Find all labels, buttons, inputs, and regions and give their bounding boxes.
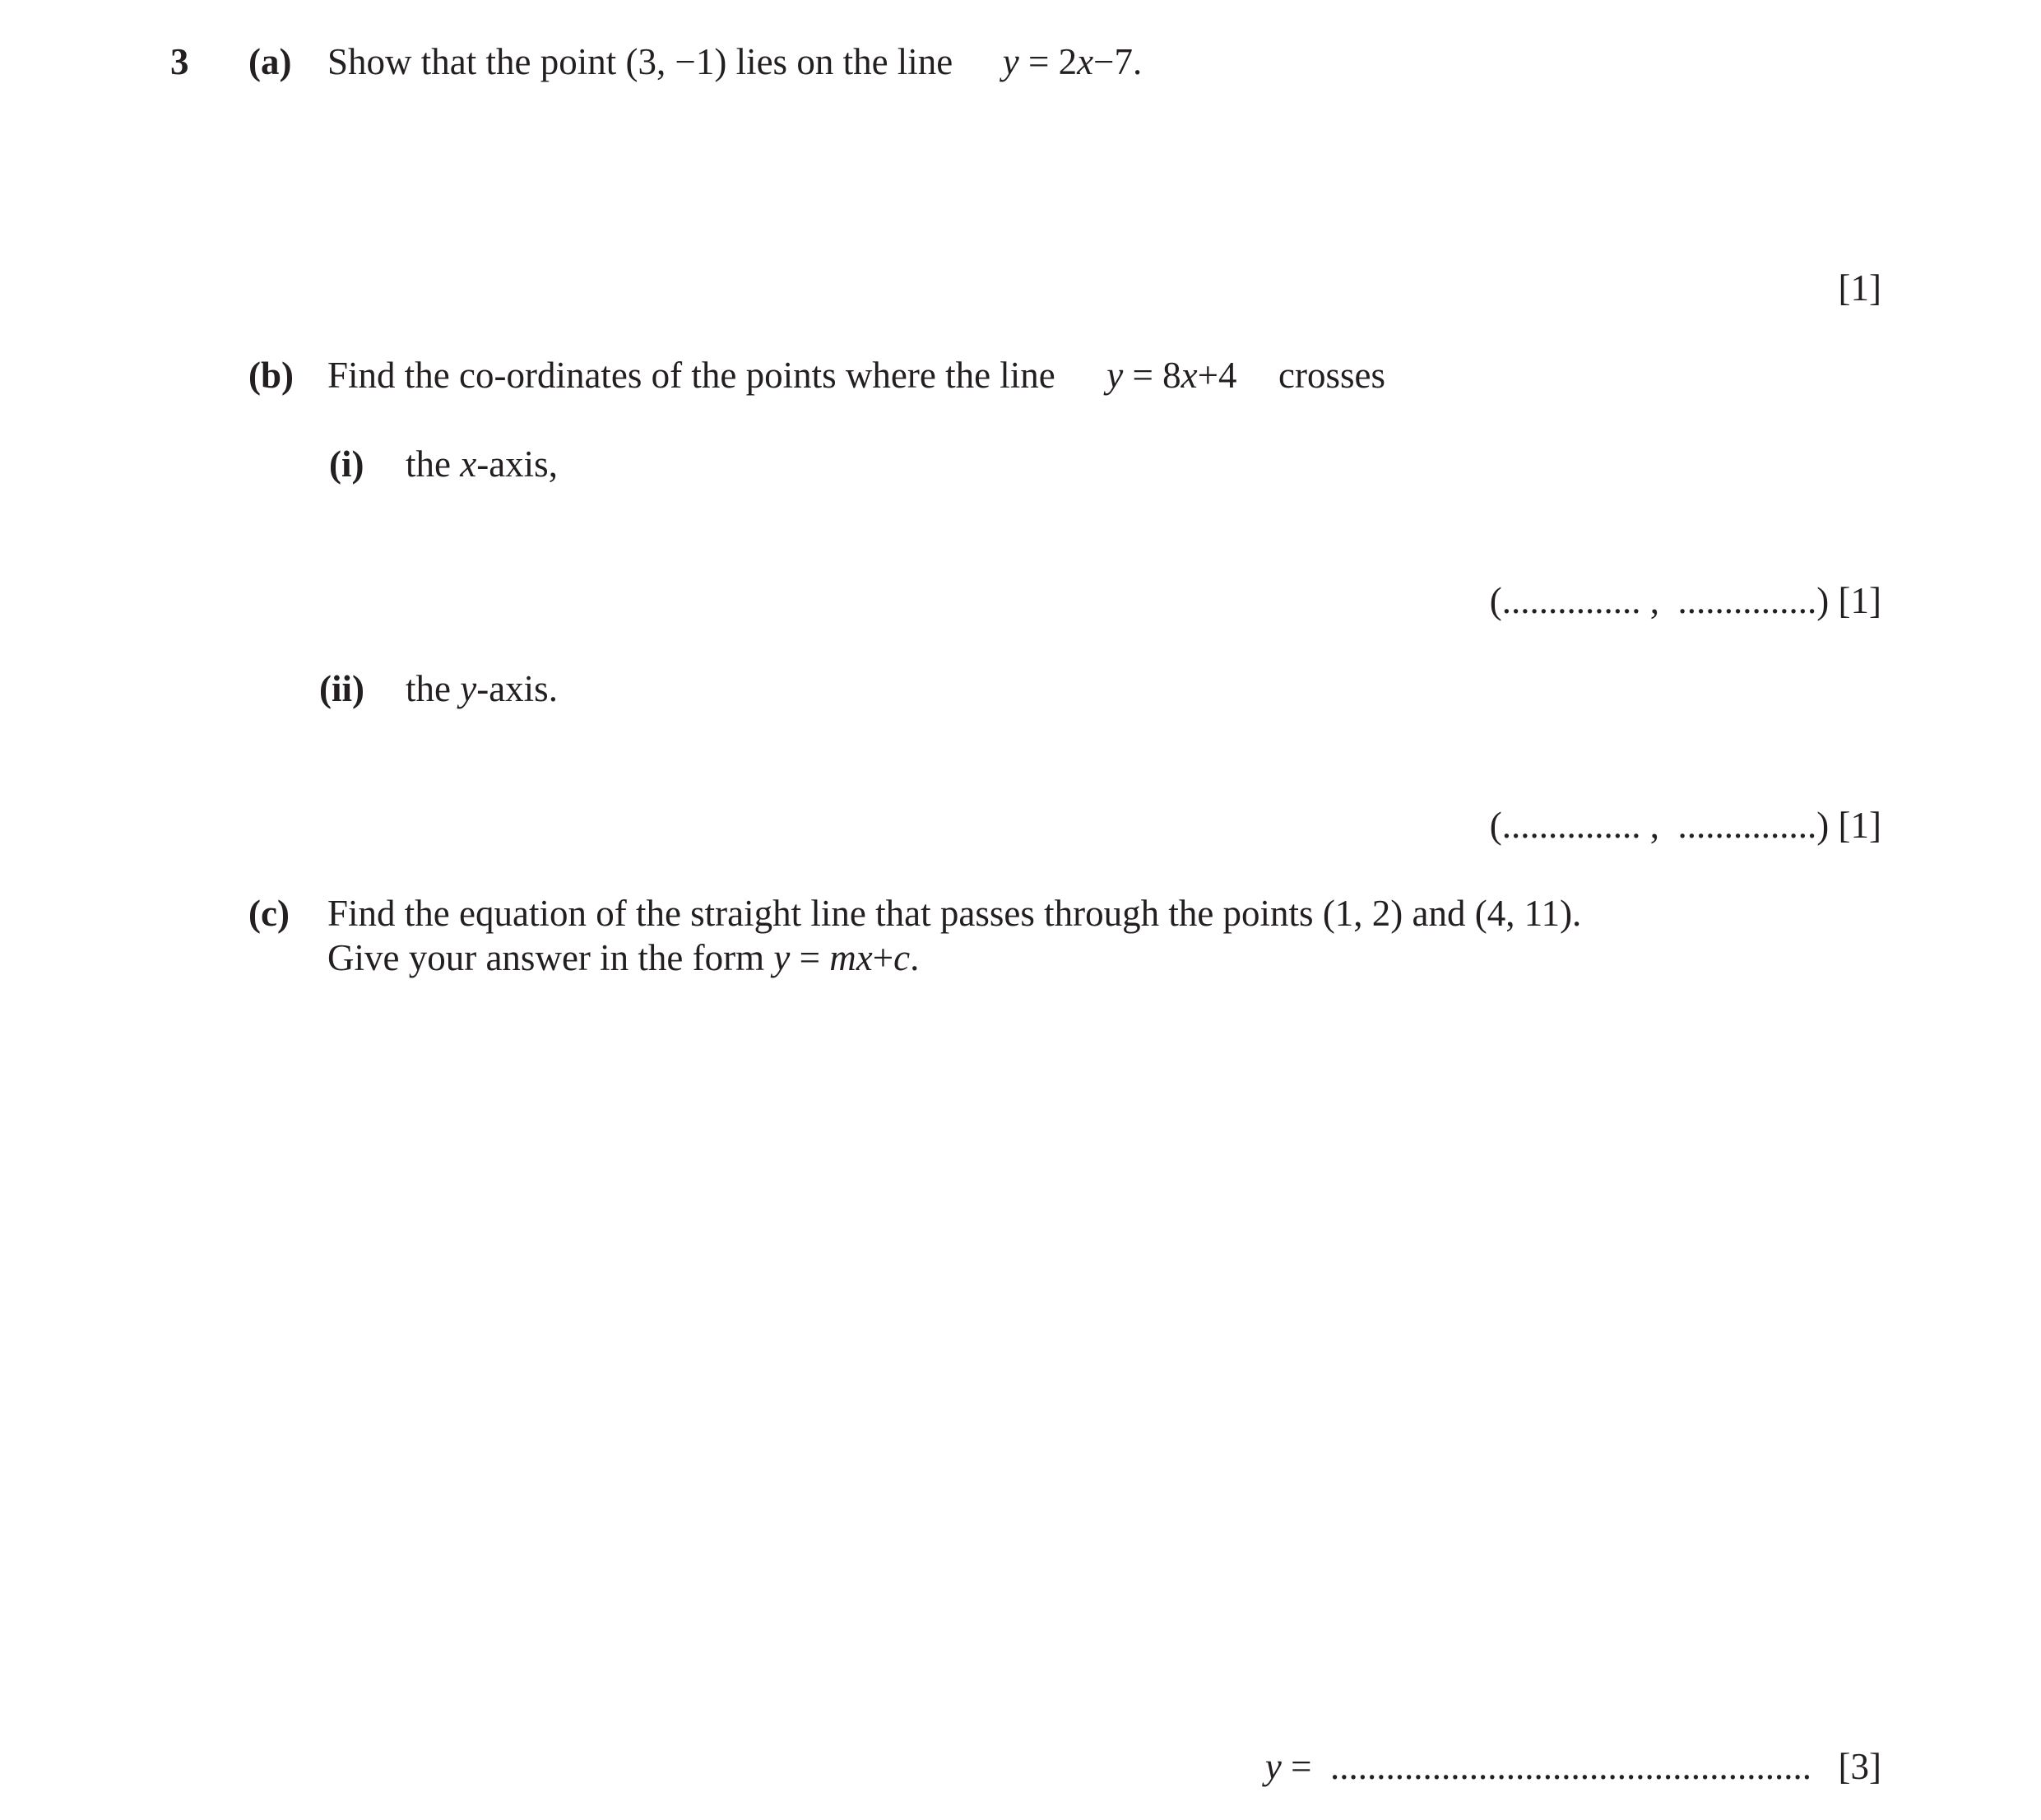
part-b-i-label: (i) xyxy=(329,443,364,485)
part-a-question: Show that the point (3, −1) lies on the line xyxy=(327,41,953,82)
part-b-label: (b) xyxy=(248,355,294,396)
part-b-ii-answer-line[interactable] xyxy=(1490,807,1881,844)
part-c-answer-line[interactable] xyxy=(1265,1748,1881,1785)
part-c-line1: Find the equation of the straight line that passes through the points (1, 2) and (4, 11). xyxy=(327,893,1582,934)
part-a-equation: y = 2x−7. xyxy=(1002,41,1143,82)
part-a-marks: [1] xyxy=(1838,267,1881,309)
part-b-equation: y = 8x+4 xyxy=(1106,355,1237,396)
part-b-i-marks: [1] xyxy=(1838,580,1881,621)
part-b-i-text: the x-axis, xyxy=(406,443,558,485)
part-a-text xyxy=(327,41,1143,82)
part-c-line2: Give your answer in the form y = mx+c. xyxy=(327,937,920,978)
part-c-marks: [3] xyxy=(1838,1746,1881,1787)
part-b-question: Find the co-ordinates of the points where the line xyxy=(327,355,1055,396)
part-b-i-answer-line[interactable] xyxy=(1489,580,1881,621)
part-c-form: y = mx+c. xyxy=(773,937,920,978)
part-b-text xyxy=(327,357,1385,394)
part-b-ii-answer[interactable]: (............... , ...............) xyxy=(1489,805,1830,846)
part-b-ii-text: the y-axis. xyxy=(406,668,558,709)
question-number: 3 xyxy=(170,41,189,82)
part-b-i-answer[interactable]: (............... , ...............) xyxy=(1489,580,1830,621)
part-b-ii-marks: [1] xyxy=(1838,805,1881,846)
part-a-label: (a) xyxy=(248,41,292,82)
part-b-ii-label: (ii) xyxy=(319,668,364,709)
part-c-answer[interactable]: .................................................... xyxy=(1330,1746,1812,1787)
part-c-answer-prefix: y = xyxy=(1264,1746,1321,1787)
part-b-crosses: crosses xyxy=(1278,355,1385,396)
part-c-label: (c) xyxy=(248,893,290,934)
